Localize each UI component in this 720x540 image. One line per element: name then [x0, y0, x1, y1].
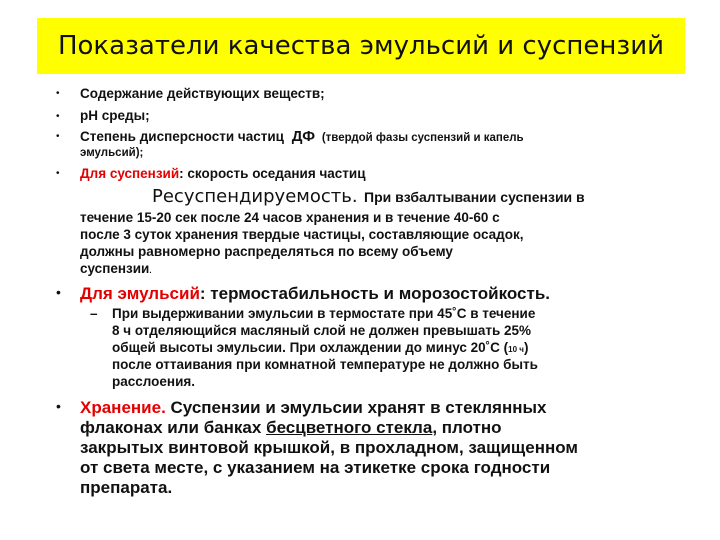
- dispersity-note: (твердой фазы суспензий и капель: [321, 132, 524, 144]
- storage-line: [80, 418, 502, 438]
- bullet-marker: •: [56, 88, 60, 99]
- emulsion-test-line: расслоения.: [112, 374, 196, 389]
- emulsion-test-line: 8 ч отделяющийся масляный слой не должен превышать 25%: [112, 323, 532, 338]
- resuspendability-end: суспензии: [80, 261, 150, 276]
- emulsion-test-line: При выдерживании эмульсии в термостате при 45˚С в течение: [112, 306, 536, 321]
- bullet-marker: •: [56, 284, 61, 300]
- storage-text: флаконах или банках: [80, 418, 267, 437]
- period-mark: .: [149, 266, 152, 275]
- emulsion-test-line: после оттаивания при комнатной температуре не должно быть: [112, 357, 538, 372]
- dash-marker: –: [90, 306, 98, 321]
- emulsions-label: Для эмульсий: [80, 284, 200, 303]
- storage-label: Хранение.: [80, 398, 166, 417]
- emulsions-criteria: : термостабильность и морозостойкость.: [199, 284, 550, 303]
- resuspendability-heading: [152, 186, 585, 207]
- storage-line: препарата.: [80, 478, 173, 497]
- bullet-suspensions: [80, 166, 366, 182]
- storage-line: закрытых винтовой крышкой, в прохладном, защищенном: [80, 438, 578, 457]
- dosage-form-abbr: ДФ: [291, 128, 316, 145]
- storage-line: Суспензии и эмульсии хранят в стеклянных: [165, 398, 547, 417]
- resuspendability-line: после 3 суток хранения твердые частицы, составляющие осадок,: [80, 227, 524, 242]
- bullet-emulsions: [80, 284, 550, 304]
- bullet-marker: •: [56, 111, 60, 122]
- resuspendability-line: должны равномерно распределяться по всему объему: [80, 244, 453, 259]
- bullet-marker: •: [56, 398, 61, 414]
- dispersity-note-cont: эмульсий);: [80, 147, 144, 159]
- sedimentation-rate: : скорость оседания частиц: [179, 166, 366, 181]
- bullet-marker: •: [56, 131, 60, 142]
- storage-line: от света месте, с указанием на этикетке срока годности: [80, 458, 551, 477]
- bullet-ph: pH среды;: [80, 108, 150, 123]
- bullet-content: Содержание действующих веществ;: [80, 86, 325, 101]
- cooling-text: общей высоты эмульсии. При охлаждении до минус 20˚С (: [112, 340, 509, 355]
- bullet-dispersity: [80, 129, 524, 146]
- page-title: Показатели качества эмульсий и суспензий: [57, 31, 665, 61]
- resuspendability-term: Ресуспендируемость.: [152, 186, 358, 207]
- cooling-hours: 10 ч: [508, 345, 524, 354]
- suspensions-label: Для суспензий: [80, 166, 180, 181]
- emulsion-test-line: [112, 340, 528, 358]
- bullet-storage: [80, 398, 546, 418]
- dispersity-label: Степень дисперсности частиц: [80, 129, 284, 144]
- storage-text: , плотно: [432, 418, 502, 437]
- resuspendability-line: течение 15-20 сек после 24 часов хранения и в течение 40-60 с: [80, 210, 500, 225]
- resuspendability-line: При взбалтывании суспензии в: [364, 189, 585, 205]
- resuspendability-line: [80, 261, 152, 279]
- colorless-glass: бесцветного стекла: [266, 418, 433, 437]
- cooling-close: ): [523, 340, 529, 355]
- title-banner: [37, 18, 685, 74]
- bullet-marker: •: [56, 168, 60, 179]
